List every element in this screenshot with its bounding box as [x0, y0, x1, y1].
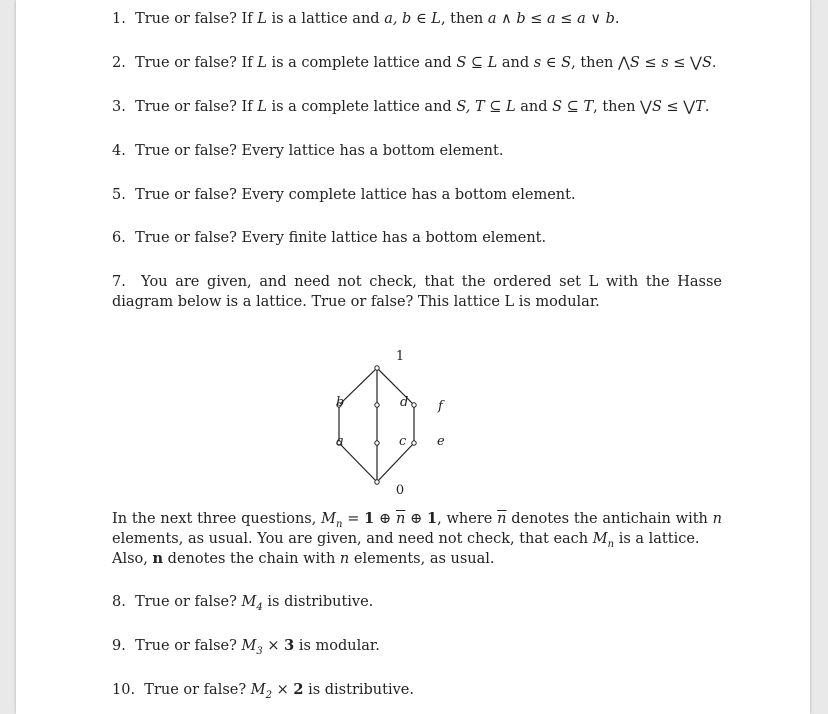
node-1	[375, 366, 379, 370]
label-d: d	[400, 395, 409, 410]
node-d	[375, 403, 379, 407]
question-5: 5. True or false? Every complete lattice has a bottom element.	[112, 187, 576, 203]
question-6: 6. True or false? Every finite lattice has a bottom element.	[112, 230, 547, 246]
intro-paragraph: In the next three questions, $M_n = 1$ ⊕ $\overline{n}$ ⊕ 1, where $\overline{n}$ denotes the antichain with n elements, as usual. You are given, and need not check, that each $M_n$ is a lattice. Also, n denotes the chain with n elements, as usual.	[112, 510, 722, 567]
question-7: 7. You are given, and need not check, that the ordered set L with the Hasse diagram below is a lattice. True or false? This lattice L is modular.	[112, 274, 722, 310]
question-4: 4. True or false? Every lattice has a bottom element.	[112, 143, 504, 159]
label-b: b	[336, 395, 345, 410]
node-e	[412, 441, 416, 445]
question-9: 9. True or false? $M_3 \times 3$ is modular.	[112, 637, 380, 657]
node-f	[412, 403, 416, 407]
label-f: f	[438, 399, 443, 414]
question-10: 10. True or false? $M_2 \times 2$ is distributive.	[112, 681, 414, 701]
label-c: c	[399, 434, 407, 449]
node-c	[375, 441, 379, 445]
label-a: a	[336, 434, 344, 449]
label-1: 1	[395, 349, 405, 364]
question-8: 8. True or false? $M_4$ is distributive.	[112, 594, 374, 613]
node-0	[375, 480, 379, 484]
hasse-diagram	[306, 343, 466, 503]
question-1: 1. True or false? If L is a lattice and a, b ∈ L, then a ∧ b ≤ a ≤ a ∨ b.	[112, 11, 620, 27]
document-page	[16, 0, 810, 714]
label-0: 0	[395, 483, 405, 498]
question-3: 3. True or false? If L is a complete lattice and S, T ⊆ L and S ⊆ T, then ⋁S ≤ ⋁T.	[112, 99, 710, 115]
question-2: 2. True or false? If L is a complete lattice and S ⊆ L and s ∈ S, then ⋀S ≤ s ≤ ⋁S.	[112, 55, 717, 71]
label-e: e	[437, 434, 445, 449]
